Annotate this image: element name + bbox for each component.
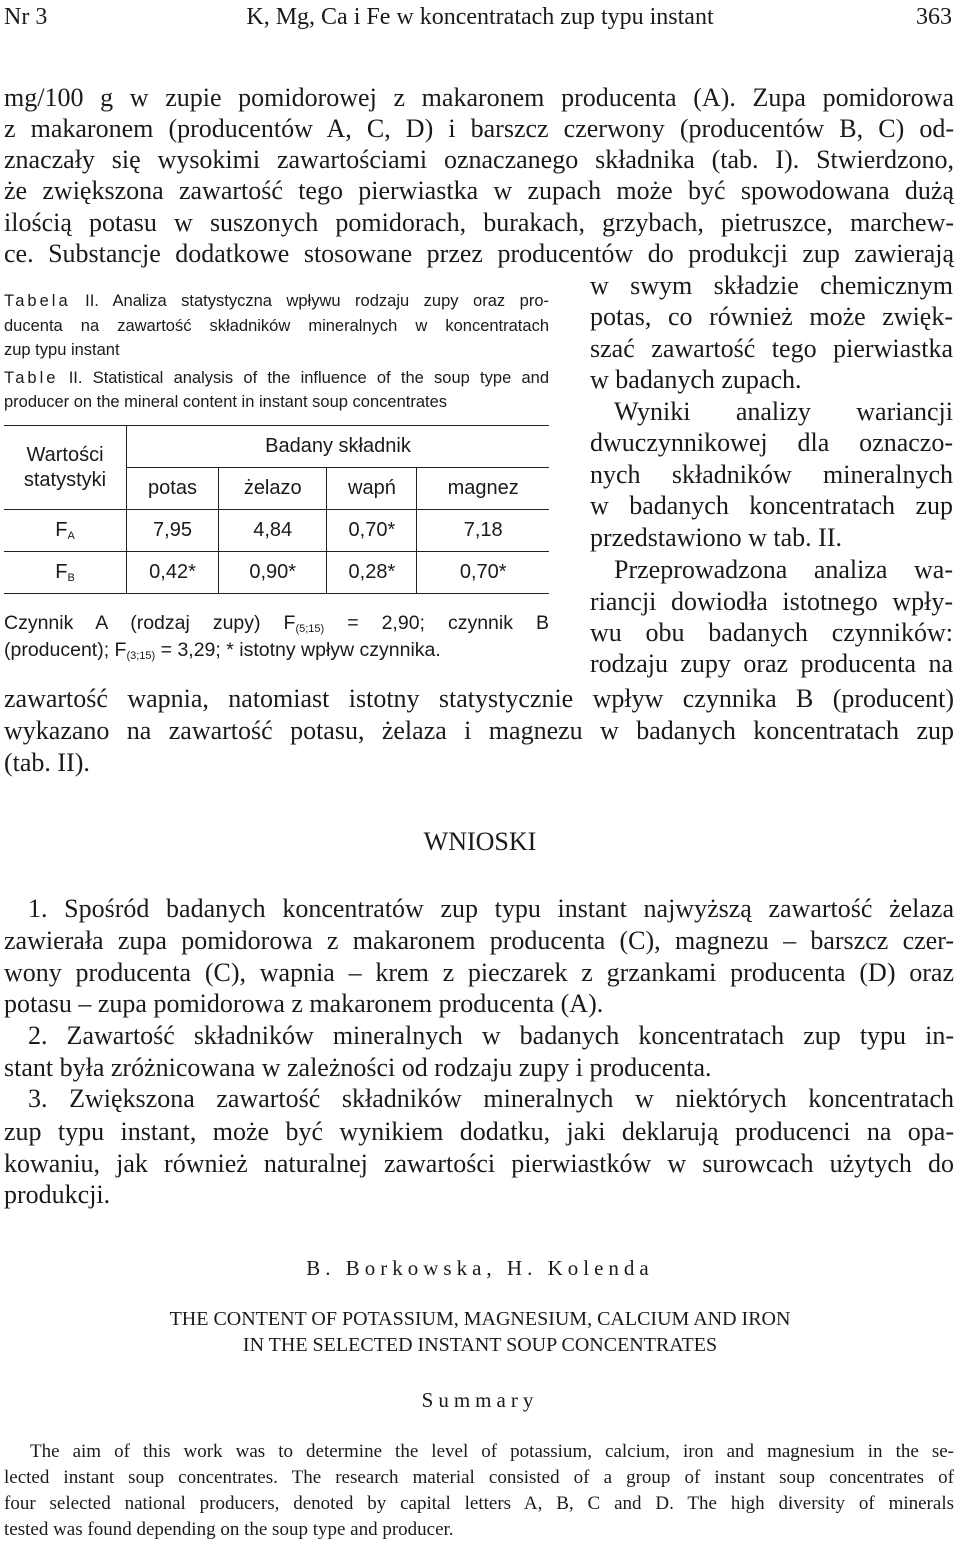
text-line: z makaronem (producentów A, C, D) i barszcz czerwony (producentów B, C) od- xyxy=(4,114,954,143)
text-line: wony producenta (C), wapnia – krem z pieczarek z grzankami producenta (D) oraz xyxy=(4,958,954,987)
text-line: potas, co również może zwięk- xyxy=(590,302,953,331)
authors: B. Borkowska, H. Kolenda xyxy=(306,1256,654,1280)
table-cell: 4,84 xyxy=(219,510,327,552)
caption-line: producer on the mineral content in instant soup concentrates xyxy=(4,393,448,411)
table-cell: 7,95 xyxy=(127,510,219,552)
text-line: w swym składzie chemicznym xyxy=(590,271,953,300)
row-label: $F_A$ xyxy=(55,519,75,542)
journal-issue: Nr 3 xyxy=(4,4,48,30)
row-label: $F_B$ xyxy=(55,561,75,584)
table-label-en: Table xyxy=(4,369,59,387)
running-title: K, Mg, Ca i Fe w koncentratach zup typu instant xyxy=(246,4,714,30)
statistics-table xyxy=(4,425,549,594)
table-row xyxy=(4,510,549,552)
text-line: (tab. II). xyxy=(4,748,90,777)
text-line: w badanych koncentratach zup xyxy=(590,491,953,520)
text-line: zup typu instant, może być wynikiem dodatku, jaki deklarują producenci na opa- xyxy=(4,1117,954,1146)
text-line: riancji dowiodła istotnego wpły- xyxy=(590,587,953,616)
column-header: magnez xyxy=(417,468,549,510)
table-row xyxy=(4,552,549,594)
caption-line: Table II. Statistical analysis of the influence of the soup type and xyxy=(4,369,550,387)
text-line: rodzaju zupy oraz producenta na xyxy=(590,649,953,678)
section-heading: WNIOSKI xyxy=(423,827,537,856)
text-line: Wyniki analizy wariancji xyxy=(614,397,953,426)
text-line: ce. Substancje dodatkowe stosowane przez producentów do produkcji zup zawierają xyxy=(4,239,954,268)
column-header: żelazo xyxy=(219,468,327,510)
group-header: Badany składnik xyxy=(127,426,550,468)
text-line: mg/100 g w zupie pomidorowej z makaronem producenta (A). Zupa pomidorowa xyxy=(4,83,954,112)
text-line: produkcji. xyxy=(4,1180,111,1209)
caption-line: ducenta na zawartość składników mineralnych w koncentratach xyxy=(4,317,549,335)
text-line: The aim of this work was to determine the level of potassium, calcium, iron and magnesium in the se- xyxy=(30,1441,954,1462)
corner-header: Wartości statystyki xyxy=(4,426,127,510)
text-line: kowaniu, jak również naturalnej zawartości pierwiastków w surowcach użytych do xyxy=(4,1149,954,1178)
text-line: zawierała zupa pomidorowa z makaronem producenta (C), magnezu – barszcz czer- xyxy=(4,926,954,955)
table-cell: 0,70* xyxy=(417,552,549,594)
text-line: stant była zróżnicowana w zależności od rodzaju zupy i producenta. xyxy=(4,1053,712,1082)
footnote-line: Czynnik A (rodzaj zupy) $F_{(5;15)} = 2,90$; czynnik B xyxy=(4,612,549,635)
summary-heading: Summary xyxy=(421,1388,539,1412)
page-number: 363 xyxy=(916,4,952,30)
list-item: 3. Zwiększona zawartość składników mineralnych w niektórych koncentratach xyxy=(28,1084,954,1113)
text-line: lected instant soup concentrates. The research material consisted of a group of instant soup concentrates of xyxy=(4,1467,954,1488)
title-line: IN THE SELECTED INSTANT SOUP CONCENTRATES xyxy=(242,1334,718,1356)
text-line: znaczały się wysokimi zawartościami oznaczanego składnika (tab. I). Stwierdzono, xyxy=(4,145,954,174)
list-item: 1. Spośród badanych koncentratów zup typu instant najwyższą zawartość żelaza xyxy=(28,894,954,923)
footnote-line: (producent); $F_{(3;15)} = 3,29$; * istotny wpływ czynnika. xyxy=(4,639,441,662)
text-line: dwuczynnikowej dla oznaczo- xyxy=(590,428,953,457)
table-cell: 0,90* xyxy=(219,552,327,594)
list-item: 2. Zawartość składników mineralnych w badanych koncentratach zup typu in- xyxy=(28,1021,954,1050)
table-cell: 7,18 xyxy=(417,510,549,552)
text-line: tested was found depending on the soup type and producer. xyxy=(4,1519,454,1540)
table-cell: 0,42* xyxy=(127,552,219,594)
text-line: że zwiększona zawartość tego pierwiastka w zupach może być spowodowana dużą xyxy=(4,176,954,205)
title-line: THE CONTENT OF POTASSIUM, MAGNESIUM, CALCIUM AND IRON xyxy=(169,1308,791,1330)
text-line: Przeprowadzona analiza wa- xyxy=(614,555,953,584)
caption-line: zup typu instant xyxy=(4,341,120,359)
text-line: nych składników mineralnych xyxy=(590,460,953,489)
table-label: Tabela xyxy=(4,292,71,310)
text-line: ilością potasu w suszonych pomidorach, burakach, grzybach, pietruszce, marchew- xyxy=(4,208,954,237)
text-line: zawartość wapnia, natomiast istotny statystycznie wpływ czynnika B (producent) xyxy=(4,684,954,713)
text-line: przedstawiono w tab. II. xyxy=(590,523,842,552)
column-header: wapń xyxy=(327,468,417,510)
table-cell: 0,28* xyxy=(327,552,417,594)
column-header: potas xyxy=(127,468,219,510)
text-line: four selected national producers, denoted by capital letters A, B, C and D. The high diversity of minerals xyxy=(4,1493,954,1514)
text-line: szać zawartość tego pierwiastka xyxy=(590,334,953,363)
text-line: potasu – zupa pomidorowa z makaronem producenta (A). xyxy=(4,989,604,1018)
caption-line: Tabela II. Analiza statystyczna wpływu rodzaju zupy oraz pro- xyxy=(4,292,549,310)
text-line: wu obu badanych czynników: xyxy=(590,618,953,647)
text-line: wykazano na zawartość potasu, żelaza i magnezu w badanych koncentratach zup xyxy=(4,716,954,745)
table-cell: 0,70* xyxy=(327,510,417,552)
text-line: w badanych zupach. xyxy=(590,365,802,394)
